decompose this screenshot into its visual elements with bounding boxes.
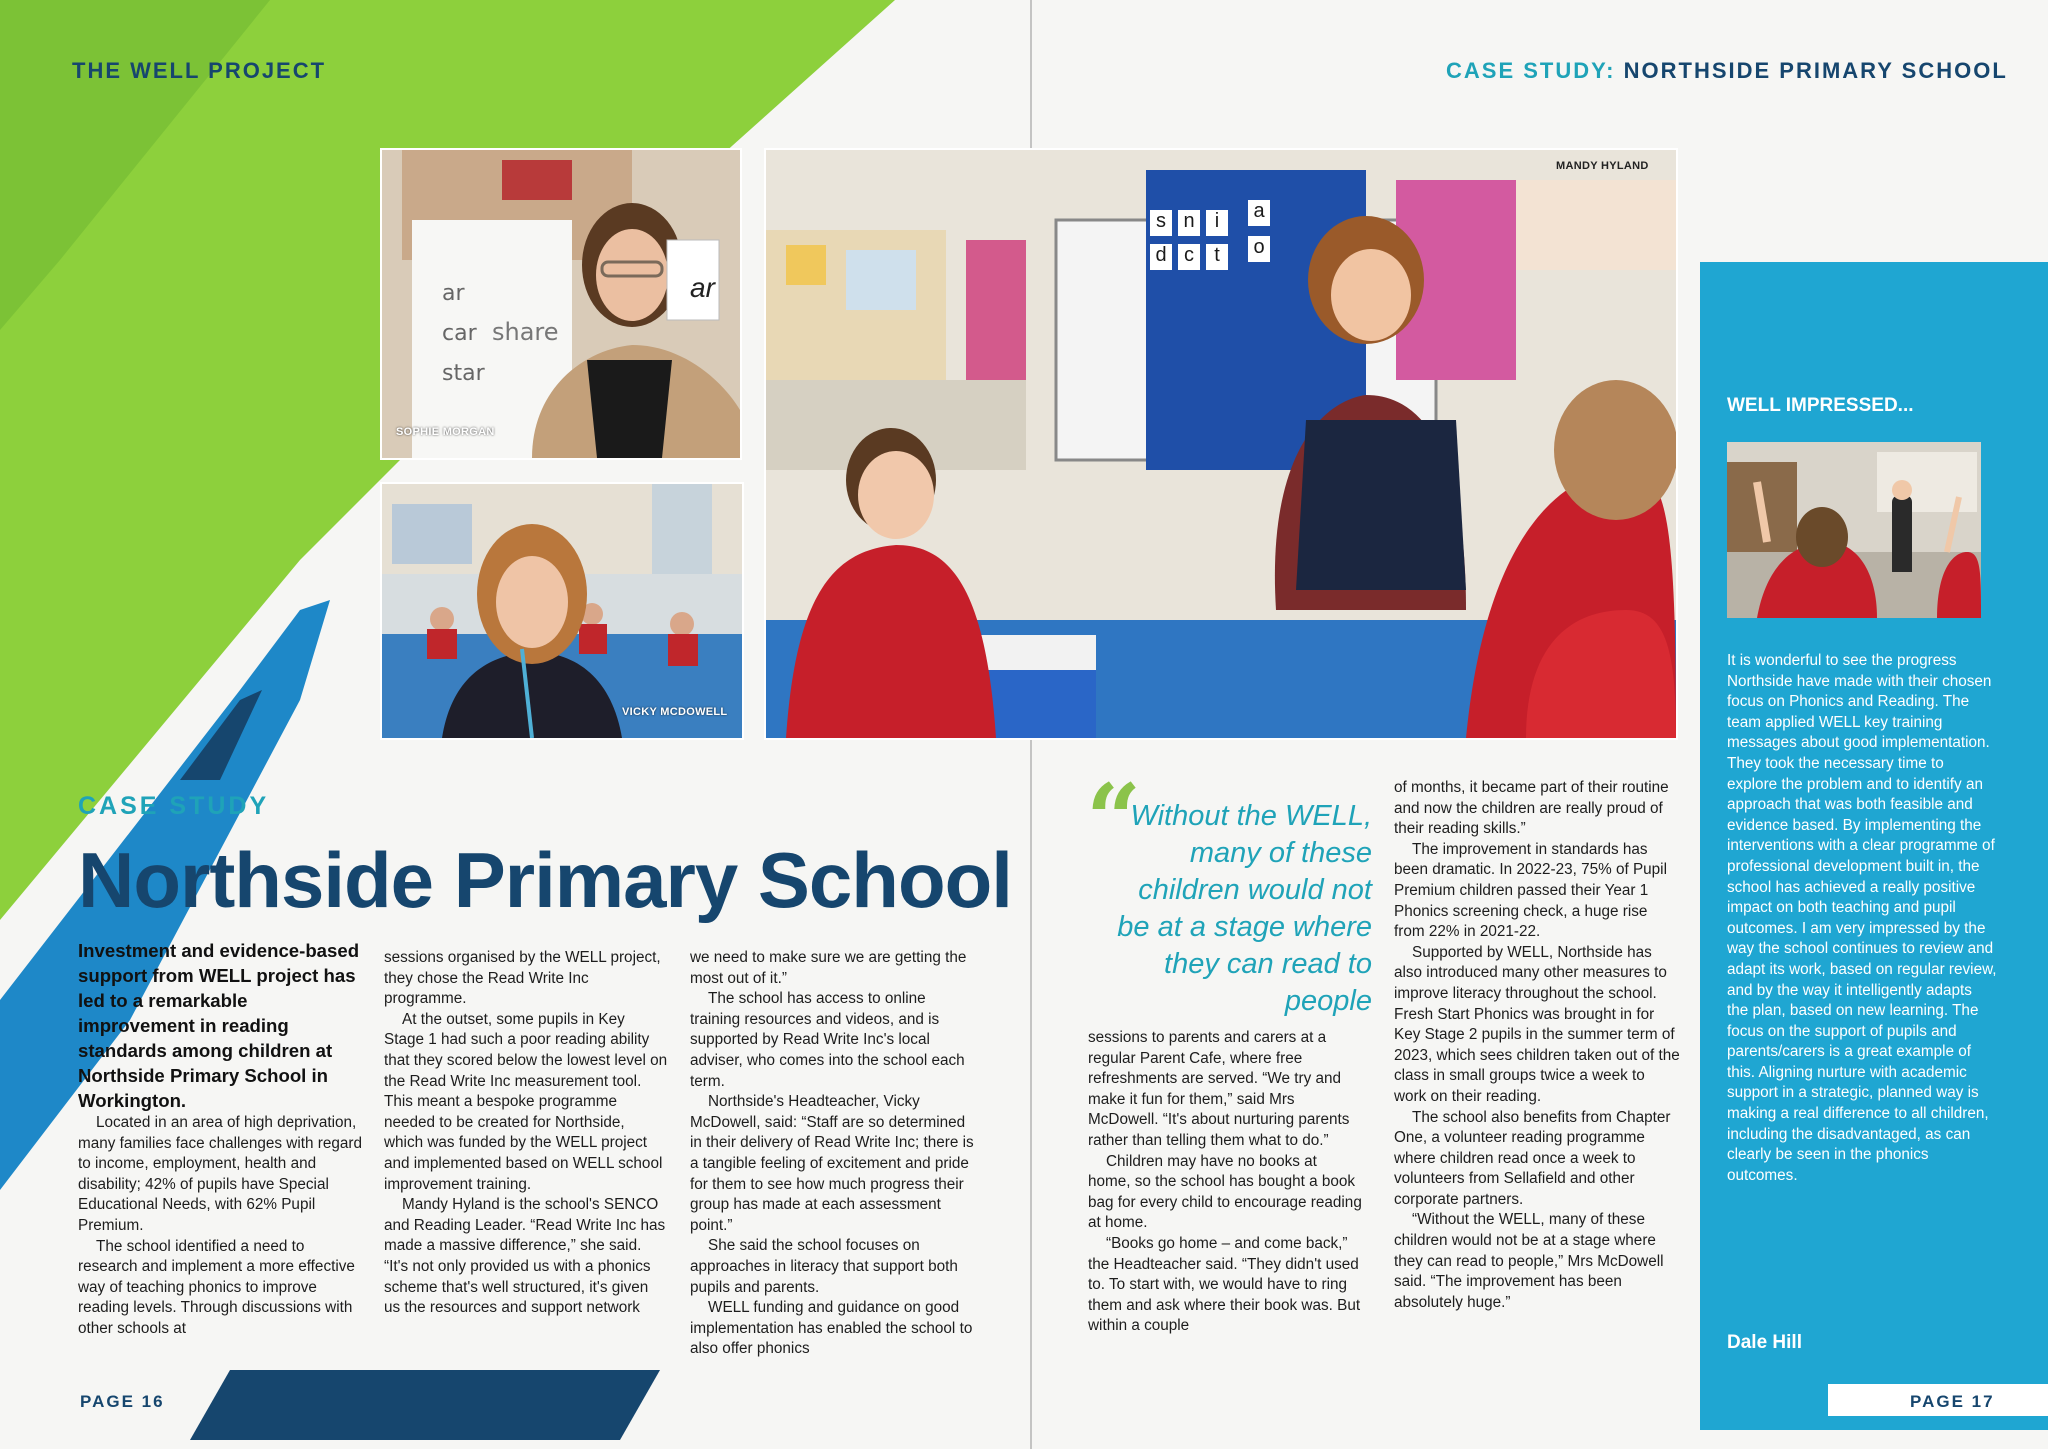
page-number-left: PAGE 16 — [80, 1392, 165, 1411]
article-column-1 — [78, 938, 364, 1340]
letter-card: i — [1206, 210, 1228, 236]
caption-sophie-morgan: SOPHIE MORGAN — [396, 426, 495, 438]
paragraph: The improvement in standards has been dramatic. In 2022-23, 75% of Pupil Premium children passed their Year 1 Phonics screening check, a huge rise from 22% in 2021-22. — [1394, 840, 1667, 941]
paragraph: The school identified a need to research and implement a more effective way of teaching phonics to improve reading levels. Through discussions with other schools at — [78, 1237, 355, 1337]
svg-text:star: star — [442, 361, 485, 386]
svg-text:ar: ar — [442, 281, 465, 306]
running-head-right — [1446, 58, 2008, 84]
paragraph: Supported by WELL, Northside has also introduced many other measures to improve literacy throughout the school. Fresh Start Phonics was brought in for Key Stage 2 pupils in the summer term of 2023, which sees children taken out of the class in small groups twice a week to work on their reading. — [1394, 943, 1680, 1105]
sidebar-signature: Dale Hill — [1727, 1332, 1802, 1353]
article-column-2 — [384, 948, 668, 1319]
paragraph: The school has access to online training resources and videos, and is supported by Read Write Inc's local adviser, who comes into the school each term. — [690, 990, 965, 1090]
article-column-3 — [690, 948, 980, 1360]
paragraph: “Without the WELL, many of these children would not be at a stage where they can read to people,” Mrs McDowell said. “The improvement has been absolutely huge.” — [1394, 1211, 1664, 1311]
paragraph: we need to make sure we are getting the most out of it.” — [690, 949, 967, 987]
running-head-title: NORTHSIDE PRIMARY SCHOOL — [1623, 58, 2008, 83]
svg-text:share: share — [492, 318, 559, 346]
running-head-left: THE WELL PROJECT — [72, 58, 327, 83]
article-lead: Investment and evidence-based support from WELL project has led to a remarkable improvement in reading standards among children at Northside Primary School in Workington. — [78, 940, 360, 1111]
caption-mandy-hyland: MANDY HYLAND — [1556, 160, 1649, 172]
letter-card: d — [1150, 244, 1172, 270]
paragraph: Northside's Headteacher, Vicky McDowell, said: “Staff are so determined in their delivery of Read Write Inc; there is a tangible feeling of excitement and pride for them to see how much progress their group has made at each assessment point.” — [690, 1093, 974, 1234]
paragraph: Located in an area of high deprivation, many families face challenges with regard to income, employment, health and disability; 42% of pupils have Special Educational Needs, with 62% Pupil Premium. — [78, 1114, 362, 1234]
photo-vicky-mcdowell — [380, 482, 744, 740]
letter-card: n — [1178, 210, 1200, 236]
running-head-accent: CASE STUDY: — [1446, 58, 1616, 83]
flashcard-text: ar — [690, 272, 715, 303]
paragraph: “Books go home – and come back,” the Headteacher said. “They didn't used to. To start with, we would have to ring them and ask where their book was. But within a couple — [1088, 1234, 1361, 1335]
paragraph: Mandy Hyland is the school's SENCO and Reading Leader. “Read Write Inc has made a massive difference,” she said. “It's not only provided us with a phonics scheme that's well structured, it's given us the resources and support network — [384, 1196, 666, 1317]
photo-sophie-morgan — [380, 148, 742, 460]
paragraph: WELL funding and guidance on good implementation has enabled the school to also offer phonics — [690, 1299, 973, 1358]
caption-vicky-mcdowell: VICKY MCDOWELL — [622, 706, 728, 718]
page-number-right: PAGE 17 — [1910, 1392, 1995, 1411]
article-column-4 — [1088, 1028, 1362, 1337]
article-headline: Northside Primary School — [78, 836, 1012, 924]
paragraph: At the outset, some pupils in Key Stage 1 had such a poor reading ability that they scored below the lowest level on the Read Write Inc measurement tool. This meant a bespoke programme needed to be created for Northside, which was funded by the WELL project and implemented based on WELL school improvement training. — [384, 1010, 668, 1193]
article-column-5 — [1394, 778, 1680, 1313]
letter-card: a — [1248, 200, 1270, 226]
pull-quote: Without the WELL, many of these children would not be at a stage where they can read to people — [1117, 800, 1372, 1017]
letter-card: o — [1248, 236, 1270, 262]
paragraph: sessions organised by the WELL project, they chose the Read Write Inc programme. — [384, 949, 661, 1008]
paragraph: of months, it became part of their routine and now the children are really proud of their reading skills.” — [1394, 779, 1669, 838]
sidebar-photo — [1727, 442, 1981, 618]
svg-text:car: car — [442, 321, 477, 346]
paragraph: Children may have no books at home, so the school has bought a book bag for every child to encourage reading at home. — [1088, 1152, 1362, 1232]
case-study-kicker: CASE STUDY — [78, 792, 270, 820]
paragraph: She said the school focuses on approaches in literacy that support both pupils and parents. — [690, 1237, 958, 1296]
quote-mark-icon: “ — [1086, 763, 1142, 876]
paragraph: sessions to parents and carers at a regular Parent Cafe, where free refreshments are served. “We try and make it fun for them,” said Mrs McDowell. “It's about nurturing parents rather than telling them what to do.” — [1088, 1029, 1350, 1149]
photo-mandy-hyland-classroom — [764, 148, 1678, 740]
letter-card: s — [1150, 210, 1172, 236]
letter-card: c — [1178, 244, 1200, 270]
sidebar-title: WELL IMPRESSED... — [1727, 395, 1914, 416]
sidebar-body: It is wonderful to see the progress Northside have made with their chosen focus on Phonics and Reading. The team applied WELL key training messages about good implementation. They took the necessary time to explore the problem and to identify an approach that was both feasible and evidence based. By implementing the interventions with a clear programme of professional development built in, the school has achieved a really positive impact on both teaching and pupil outcomes. I am very impressed by the way the school continues to review and adapt its work, based on regular review, and by the way it intelligently adapts the plan, based on new learning. The focus on the support of pupils and parents/carers is a great example of this. Aligning nurture with academic support in a strategic, planned way is making a real difference to all children, including the disadvantaged, as can clearly be seen in the phonics outcomes. — [1727, 652, 1997, 1184]
paragraph: The school also benefits from Chapter One, a volunteer reading programme where children read once a week to volunteers from Sellafield and other corporate partners. — [1394, 1108, 1671, 1208]
letter-card: t — [1206, 244, 1228, 270]
